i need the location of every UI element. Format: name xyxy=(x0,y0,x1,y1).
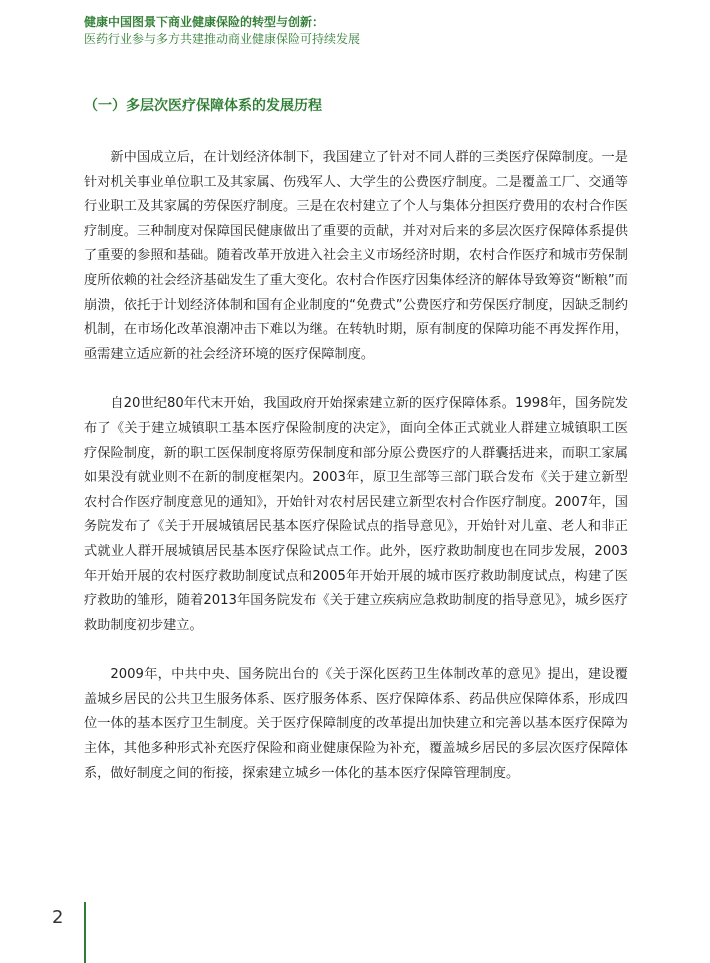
running-header-subtitle: 医药行业参与多方共建推动商业健康保险可持续发展 xyxy=(84,32,361,46)
paragraph: 2009年，中共中央、国务院出台的《关于深化医药卫生体制改革的意见》提出，建设覆盖城乡居民的公共卫生服务体系、医疗服务体系、医疗保障体系、药品供应保障体系，形成四位一体的基本医疗卫生制度。关于医疗保障制度的改革提出加快建立和完善以基本医疗保障为主体，其他多种形式补充医疗保险和商业健康保险为补充，覆盖城乡居民的多层次医疗保障体系，做好制度之间的衔接，探索建立城乡一体化的基本医疗保障管理制度。 xyxy=(84,667,628,781)
paragraph: 新中国成立后，在计划经济体制下，我国建立了针对不同人群的三类医疗保障制度。一是针对机关事业单位职工及其家属、伤残军人、大学生的公费医疗制度。二是覆盖工厂、交通等行业职工及其家属的劳保医疗制度。三是在农村建立了个人与集体分担医疗费用的农村合作医疗制度。三种制度对保障国民健康做出了重要的贡献，并对对后来的多层次医疗保障体系提供了重要的参照和基础。随着改革开放进入社会主义市场经济时期，农村合作医疗和城市劳保制度所依赖的社会经济基础发生了重大变化。农村合作医疗因集体经济的解体导致筹资“断粮”而崩溃，依托于计划经济体制和国有企业制度的“免费式”公费医疗和劳保医疗制度，因缺乏制约机制，在市场化改革浪潮冲击下难以为继。在转轨时期，原有制度的保障功能不再发挥作用，亟需建立适应新的社会经济环境的医疗保障制度。 xyxy=(84,150,628,362)
body-text xyxy=(84,146,628,811)
section-title: （一）多层次医疗保障体系的发展历程 xyxy=(84,98,322,114)
running-header-title: 健康中国图景下商业健康保险的转型与创新： xyxy=(84,15,325,29)
paragraph: 自20世纪80年代末开始，我国政府开始探索建立新的医疗保障体系。1998年，国务院发布了《关于建立城镇职工基本医疗保险制度的决定》，面向全体正式就业人群建立城镇职工医疗保险制度，新的职工医保制度将原劳保制度和部分原公费医疗的人群囊括进来，而职工家属如果没有就业则不在新的制度框架内。2003年，原卫生部等三部门联合发布《关于建立新型农村合作医疗制度意见的通知》，开始针对农村居民建立新型农村合作医疗制度。2007年，国务院发布了《关于开展城镇居民基本医疗保险试点的指导意见》，开始针对儿童、老人和非正式就业人群开展城镇居民基本医疗保险试点工作。此外，医疗救助制度也在同步发展，2003年开始开展的农村医疗救助制度试点和2005年开始开展的城市医疗救助制度试点，构建了医疗救助的雏形，随着2013年国务院发布《关于建立疾病应急救助制度的指导意见》，城乡医疗救助制度初步建立。 xyxy=(84,396,628,633)
footer-rule xyxy=(84,902,86,963)
running-header xyxy=(84,14,644,48)
page-number: 2 xyxy=(52,907,64,928)
